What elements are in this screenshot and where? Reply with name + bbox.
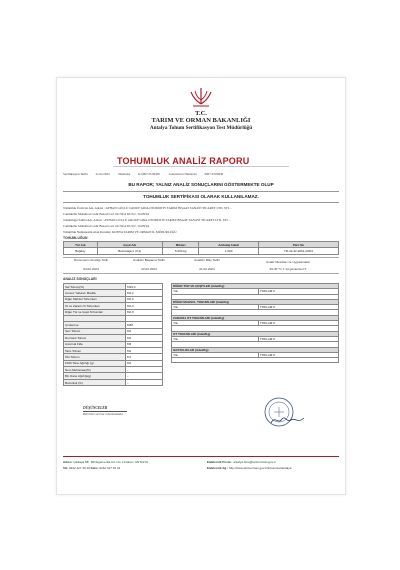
sampler-info: Tohumluk Numunesini Alan Kuruluş: KONYA TARIM VE ORMAN İL MÜDÜRLÜĞÜ [63, 230, 177, 234]
purity-label: Çimlenme [64, 322, 126, 328]
meta-row [63, 172, 339, 176]
purity-value: %5 [125, 341, 162, 347]
purity-label: Diğer Tür ve Çeşit Tohumları [64, 309, 126, 315]
other-seeds-value: Yok [172, 336, 259, 341]
method-label: Analiz Metotları ve Uygulamalar [266, 260, 310, 264]
footer-email [207, 460, 276, 464]
footer-web-label: Elektronik Ağ : [207, 466, 229, 470]
header-species: Tür Adı [64, 242, 98, 248]
footer-address [63, 460, 148, 464]
footer-phone-value: 0242 427 40 40 [68, 466, 90, 470]
header-quantity: Miktarı [162, 242, 198, 248]
results-label: ANALİZ SONUÇLARI [63, 277, 97, 281]
meta-date-value: 21.02.2024 [95, 172, 110, 176]
purity-value: %0 [125, 328, 162, 334]
end-date-value: 21.02.2024 [199, 267, 215, 271]
purity-value: %7 [125, 354, 162, 360]
dates-bottom-divider [63, 273, 339, 274]
other-seeds-total: TOPLAM:0 [259, 352, 339, 357]
start-date-value: 22.02.2024 [141, 267, 157, 271]
report-title: TOHUMLUK ANALİZ RAPORU [117, 156, 250, 166]
seed-section-label: TOHUMLUĞUN [63, 236, 88, 240]
purity-value: %0,0 [125, 309, 162, 315]
other-seeds-total: TOPLAM:0 [259, 321, 339, 326]
owner-address: Camiikebir Mahallesi Cadir Bazari Cad. No:56/A KULU / KONYA [63, 224, 150, 228]
footer-fax-value: 0242 427 45 44 [99, 466, 121, 470]
purity-label: Saf Tohum(%) [64, 284, 126, 290]
sampling-date-value: 04.02.2024 [83, 267, 99, 271]
other-seeds-heading: ZARARLI OT TOHUMLARI (Adet/Kg) [172, 315, 339, 320]
purity-value: %0,0 [125, 303, 162, 309]
meta-lab-value: 0007.23.00430 [204, 172, 224, 176]
other-seeds-heading: DİĞER TÜR VE ÇEŞİTLER (Adet/Kg) [172, 284, 339, 289]
purity-value: %88 [125, 322, 162, 328]
purity-value: – [125, 373, 162, 379]
header-directorate: Antalya Tohum Sertifikasyon Test Müdürlüğü [149, 125, 253, 131]
other-seeds-value: Yok [172, 289, 259, 294]
header-variety: Çeşit Adı [97, 242, 162, 248]
purity-value: – [125, 379, 162, 385]
banner-divider [63, 202, 339, 203]
disclaimer-line-2: TOHUMLUK SERTİFİKASI OLARAK KULLANILAMAZ. [143, 194, 259, 199]
cell-lot-no: TR-42-32-2001-23/03 [258, 248, 338, 254]
other-seeds-value: Yok [172, 321, 259, 326]
purity-label: Bozunluk (%) [64, 379, 126, 385]
other-seeds-spacer-row [172, 358, 339, 363]
purity-label: Ot ve Zararlı Ot Tohumları [64, 303, 126, 309]
purity-label: Dormant Tohum [64, 335, 126, 341]
header-tc: T.C. [195, 110, 207, 117]
other-seeds-value: Yok [172, 305, 259, 310]
meta-lab-label: Laboratuvar Numarası [168, 172, 197, 176]
other-seeds-total: TOPLAM:0 [259, 289, 339, 294]
signature-icon [269, 413, 307, 427]
cell-variety: Bezostaja-1 (II-1) [97, 248, 162, 254]
meta-number-value: K.0007.23.00430 [138, 172, 160, 176]
other-seeds-heading: OT TOHUMLARI (Adet/Kg) [172, 331, 339, 336]
purity-label: Bin Dane Ağırlığı(g) [64, 373, 126, 379]
footer-address-label: Adres: [63, 460, 73, 464]
footer-email-value[interactable]: antalya.tstm@tarimorman.gov.tr [233, 460, 276, 464]
other-seeds-heading: DİĞER MAHSUL TOHUMLARI (Adet/Kg) [172, 299, 339, 304]
purity-row [64, 379, 163, 385]
cell-quantity: 5.000 kg [162, 248, 198, 254]
results-other-seeds-table [171, 283, 339, 363]
footer-web-value[interactable]: http://www.tarimorman.gov.tr/tohumtest/antalya [228, 466, 292, 470]
header-lot-no: Parti No [258, 242, 338, 248]
footer-divider [63, 456, 339, 457]
producer-info: Tohumluk Üreticisi Adı, Adresi : AYHAN GÜÇLÜ GROUP GIDA OTOMOTİV TARIM İNŞAAT SANAYİ TİCARET LTD. ŞTİ. – [63, 206, 232, 210]
analysis-report-page [56, 77, 346, 495]
other-seeds-total: TOPLAM:0 [259, 305, 339, 310]
purity-label: Ölü Tohum [64, 354, 126, 360]
producer-address: Camiikebir Mahallesi Cadir Bazari Cad. No:56/A KULU / KONYA [63, 212, 150, 216]
purity-value: %0 [125, 347, 162, 353]
purity-label: Anormal Fide [64, 341, 126, 347]
purity-label: Cansız Yabancı Madde [64, 290, 126, 296]
purity-value: – [125, 367, 162, 373]
start-date-label: Analizin Başlama Tarihi [133, 258, 165, 262]
ministry-emblem-icon [188, 86, 214, 108]
purity-label: Diğer Mahsul Tohumları [64, 296, 126, 302]
footer-web [207, 466, 291, 470]
end-date-label: Analizin Bitiş Tarihi [194, 258, 220, 262]
footer-fax-label: Faks: [90, 466, 99, 470]
purity-label: Sert Tohum [64, 328, 126, 334]
cell-package-count: 1.000 [199, 248, 259, 254]
footer-email-label: Elektronik Posta : [207, 460, 233, 464]
purity-value: %0 [125, 360, 162, 366]
purity-label: 1000 Tane Ağırlığı (g) [64, 360, 126, 366]
sampling-date-label: Numunenin Alındığı Tarih [73, 258, 109, 262]
purity-value: %99,0 [125, 284, 162, 290]
purity-value: %0,0 [125, 296, 162, 302]
method-value: 20-30 °C 7-14 günlerde KT [269, 267, 307, 271]
other-seeds-total: TOPLAM:0 [259, 336, 339, 341]
footer-phone-label: Tel: [63, 466, 69, 470]
title-divider [113, 166, 289, 167]
remarks-label: DÜŞÜNCELER [83, 406, 108, 410]
footer-address-value: Çalkaya Mh. Mili Egemenlik Cd. No: 10 Aksu / ANTALYA [73, 460, 149, 464]
cell-species: Buğday [64, 248, 98, 254]
owner-info: Tohumluğu Sahibi Adı, Adresi : AYHAN GÜÇLÜ GROUP GIDA OTOMOTİV TARIM İNŞAAT SANAYİ TİCARET LTD. ŞTİ. – [63, 218, 231, 222]
header-ministry: TARIM VE ORMAN BAKANLIĞI [151, 117, 251, 124]
meta-number-label: Numarası [118, 172, 131, 176]
purity-label: Nem Muhtevası(%) [64, 367, 126, 373]
purity-value: %0 [125, 335, 162, 341]
banner-divider [63, 191, 339, 192]
purity-label: Taze Tohum [64, 347, 126, 353]
disclaimer-line-1: BU RAPOR; YALNIZ ANALİZ SONUÇLARINI GÖSTERMEKTE OLUP [128, 182, 274, 187]
remarks-text: Belirtilen sınırlar tohumluktadır. [83, 412, 124, 416]
results-purity-table [63, 283, 163, 386]
meta-date-label: Sertifikasyon Tarihi [63, 172, 88, 176]
seed-id-table [63, 241, 339, 255]
header-package-count: Ambalaj Adedi [199, 242, 259, 248]
footer-phone [63, 466, 120, 470]
other-seeds-value: Yok [172, 352, 259, 357]
purity-value: %0,2 [125, 290, 162, 296]
other-seeds-spacer [172, 358, 339, 363]
other-seeds-heading: HASTALIKLAR (Adet/Kg) [172, 347, 339, 352]
